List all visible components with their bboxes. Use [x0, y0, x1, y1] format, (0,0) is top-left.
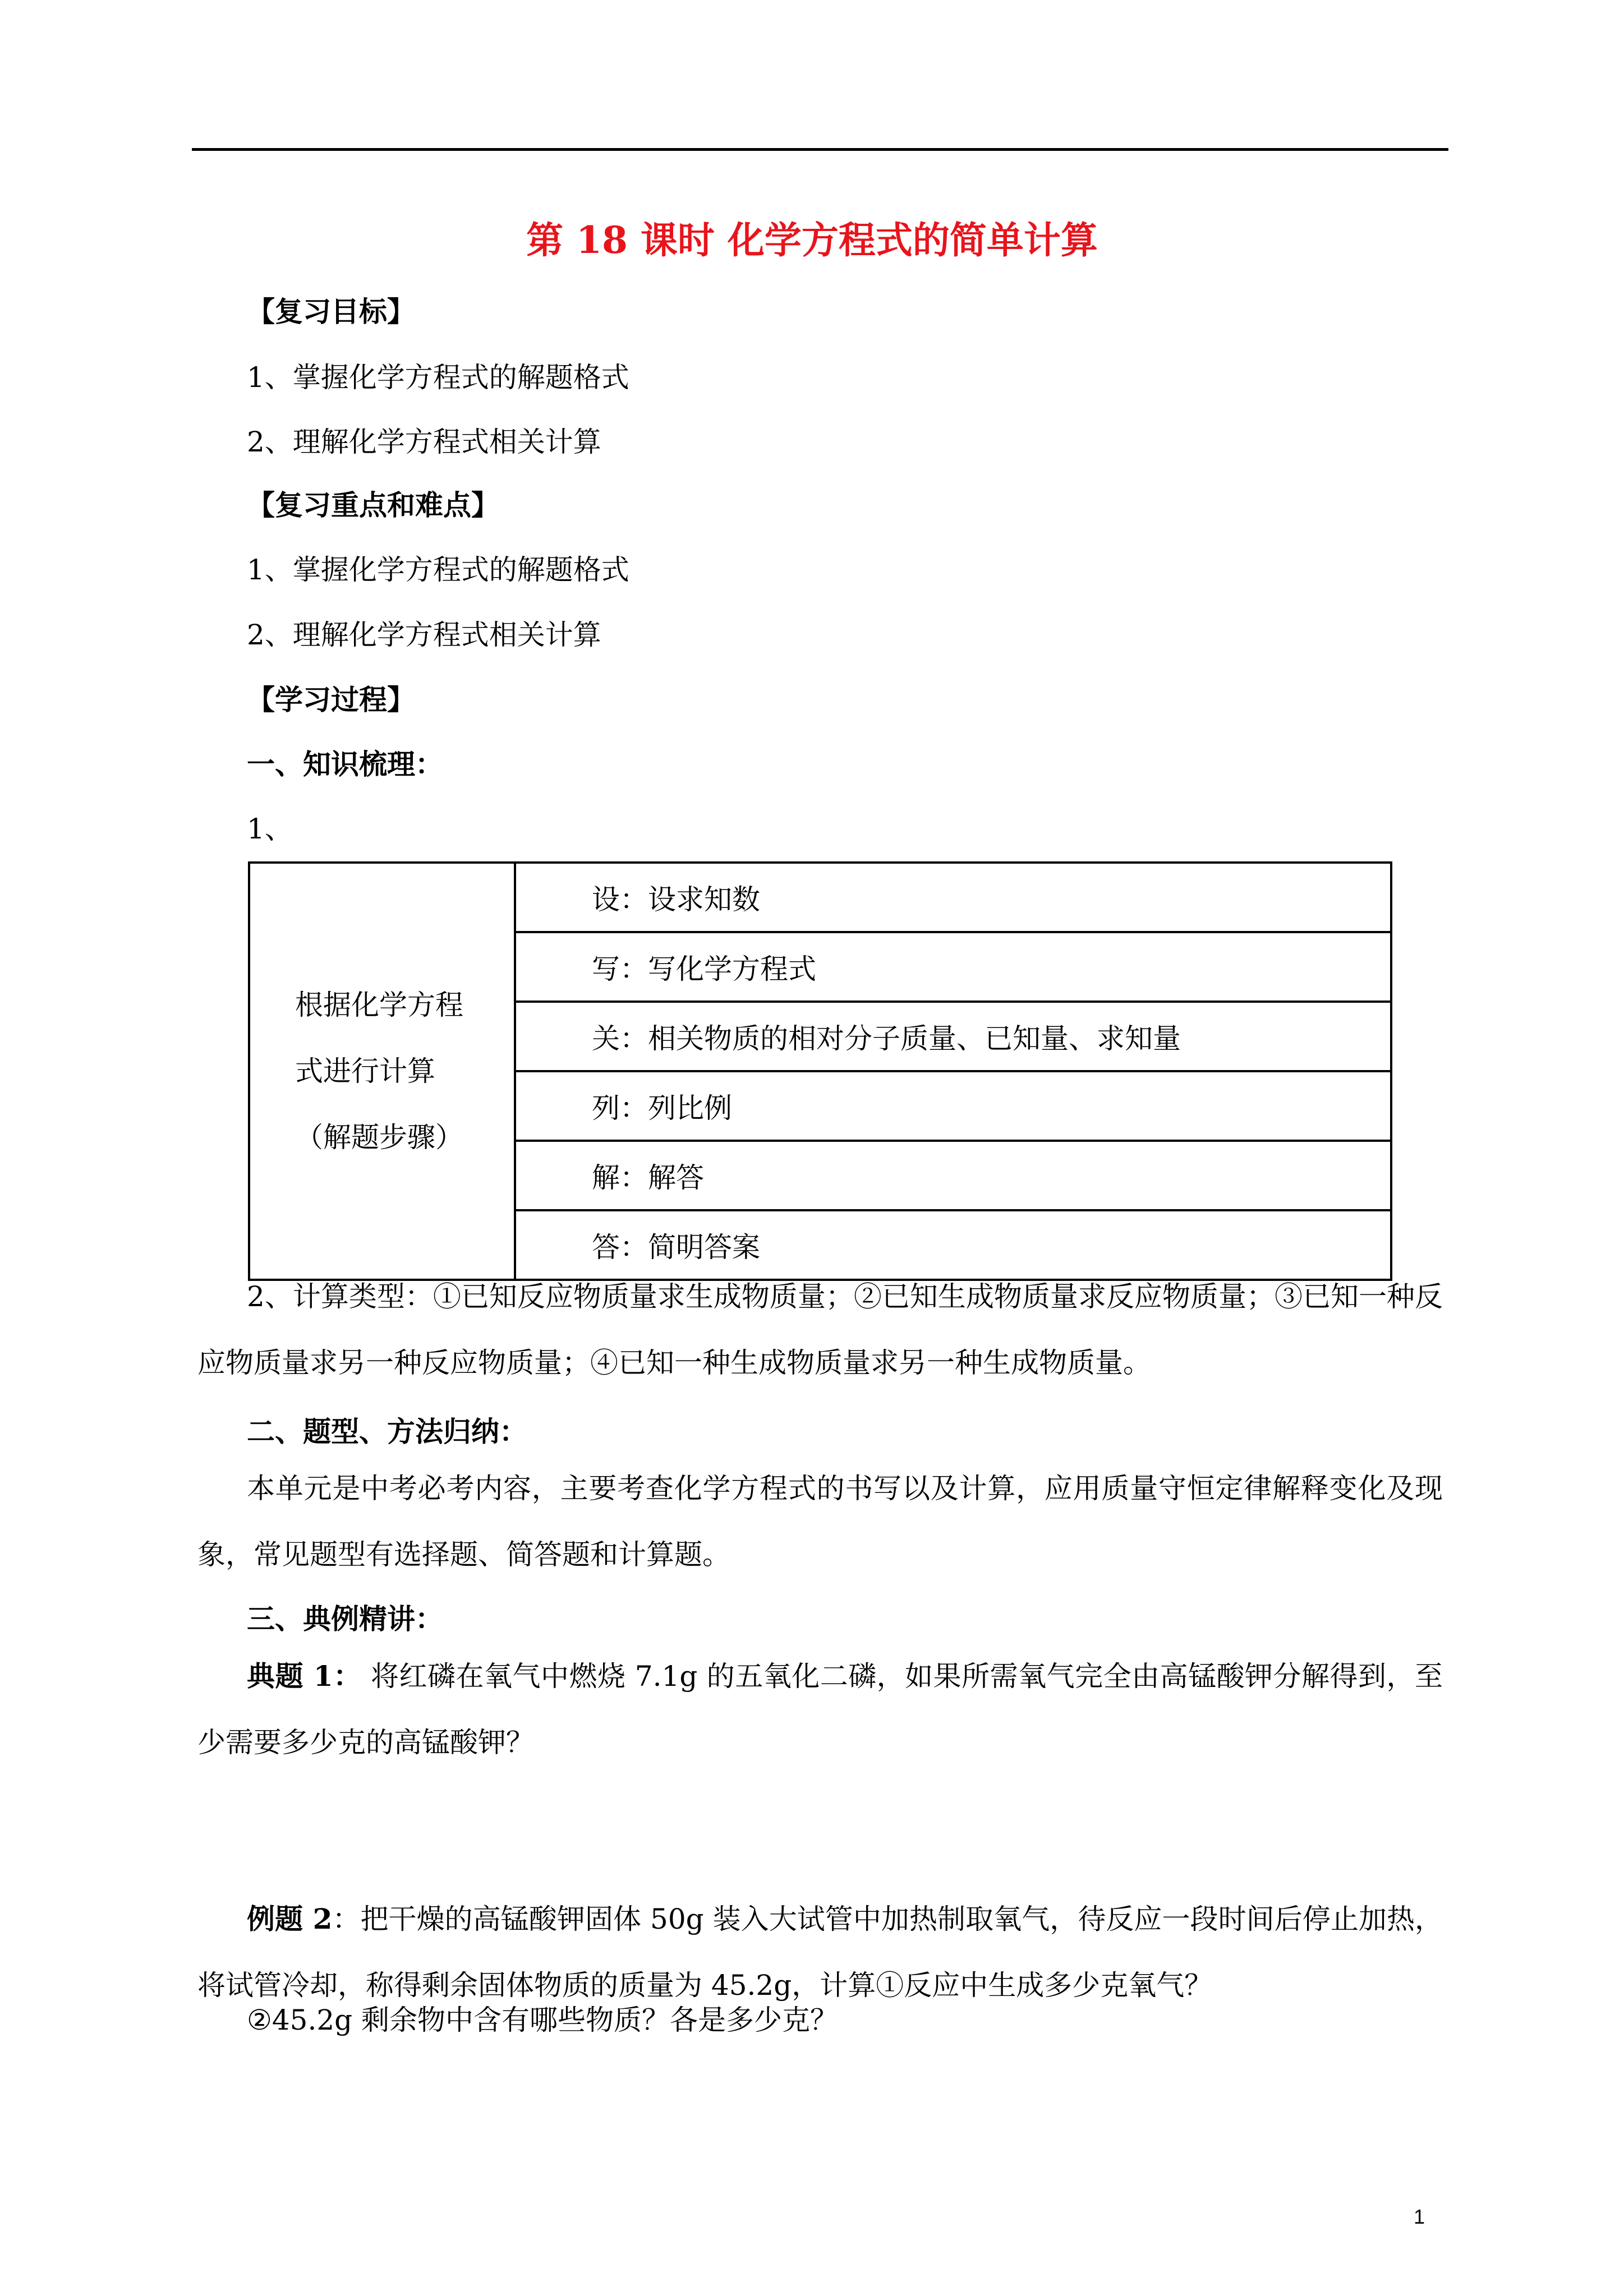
example2-subquestion: ②45.2g 剩余物中含有哪些物质？各是多少克？ [247, 2004, 839, 2036]
steps-table-label-cell [249, 863, 515, 1280]
objective-item-2: 2、理解化学方程式相关计算 [247, 426, 601, 458]
step-write: 写：写化学方程式 [515, 932, 1391, 1002]
steps-table-label-line-2: 式进行计算 [295, 1055, 435, 1087]
objective-item-1: 1、掌握化学方程式的解题格式 [247, 361, 629, 394]
section2-paragraph: 本单元是中考必考内容，主要考查化学方程式的书写以及计算，应用质量守恒定律解释变化及现象，常见题型有选择题、简答题和计算题。 [197, 1472, 1443, 1571]
step-proportion: 列：列比例 [515, 1071, 1391, 1141]
steps-table-label-line-1: 根据化学方程 [295, 989, 463, 1021]
objectives-heading: 【复习目标】 [247, 295, 415, 328]
step-set: 设：设求知数 [515, 863, 1391, 932]
example1-paragraph [197, 1643, 1443, 1776]
step-relate: 关：相关物质的相对分子质量、已知量、求知量 [515, 1002, 1391, 1071]
example2-text: ：把干燥的高锰酸钾固体 50g 装入大试管中加热制取氧气，待反应一段时间后停止加热，将试管冷却，称得剩余固体物质的质量为 45.2g，计算①反应中生成多少克氧气？ [197, 1903, 1443, 2002]
section1-item1-label: 1、 [247, 813, 293, 845]
solution-steps-table [248, 861, 1392, 1281]
key-points-heading: 【复习重点和难点】 [247, 488, 499, 522]
example2-paragraph [197, 1886, 1443, 2018]
key-point-item-1: 1、掌握化学方程式的解题格式 [247, 554, 629, 586]
section1-heading: 一、知识梳理： [247, 748, 443, 781]
step-solve: 解：解答 [515, 1141, 1391, 1210]
header-rule [192, 148, 1448, 151]
example1-label: 典题 1： [247, 1659, 362, 1693]
page-number: 1 [1414, 2205, 1425, 2228]
page-title: 第 18 课时 化学方程式的简单计算 [526, 218, 1098, 262]
calculation-types-paragraph: 2、计算类型：①已知反应物质量求生成物质量；②已知生成物质量求反应物质量；③已知一种反应物质量求另一种反应物质量；④已知一种生成物质量求另一种生成物质量。 [197, 1280, 1443, 1379]
example2-label: 例题 2 [247, 1902, 333, 1935]
process-heading: 【学习过程】 [247, 683, 415, 716]
key-point-item-2: 2、理解化学方程式相关计算 [247, 619, 601, 651]
steps-table-label-line-3: （解题步骤） [295, 1121, 463, 1154]
step-answer: 答：简明答案 [515, 1210, 1391, 1280]
section2-heading: 二、题型、方法归纳： [247, 1415, 527, 1448]
example1-text: 将红磷在氧气中燃烧 7.1g 的五氧化二磷，如果所需氧气完全由高锰酸钾分解得到，至少需要多少克的高锰酸钾？ [197, 1660, 1443, 1759]
section3-heading: 三、典例精讲： [247, 1602, 443, 1635]
